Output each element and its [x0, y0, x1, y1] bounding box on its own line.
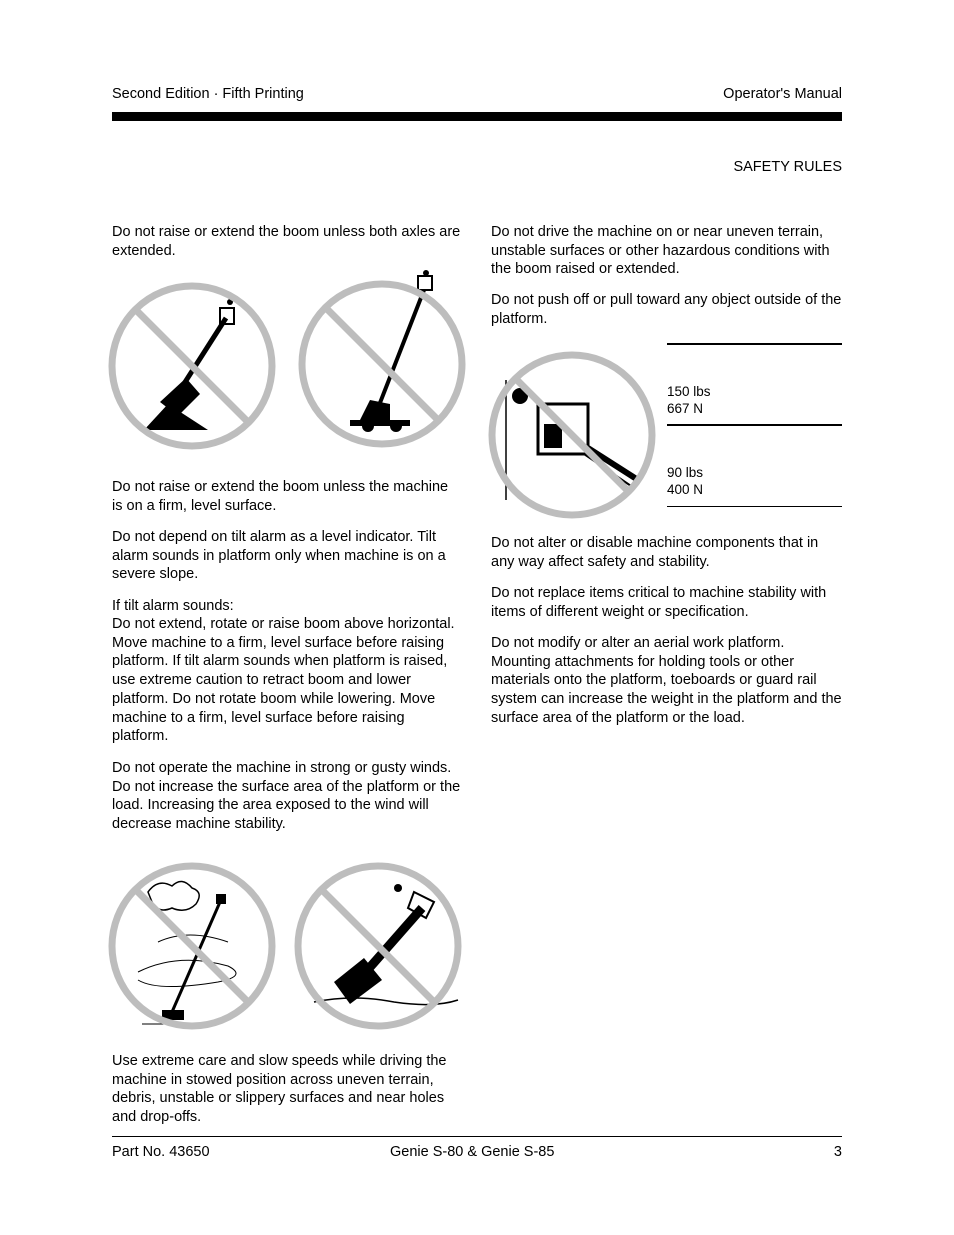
load-table-rule-top — [667, 343, 842, 345]
tipover-prohibition-illustration — [294, 862, 464, 1030]
prohibition-icon — [298, 866, 458, 1026]
header-rule — [112, 112, 842, 121]
load-row-2-newtons: 400 N — [667, 482, 704, 497]
slope-prohibition-illustration — [108, 282, 278, 450]
wind-prohibition-illustration — [108, 862, 278, 1030]
tilt-alarm-heading: If tilt alarm sounds: — [112, 598, 234, 614]
prohibition-icon — [492, 355, 652, 515]
replace-rule: Do not replace items critical to machine stability with items of different weight or specification. — [491, 585, 827, 620]
footer-rule — [112, 1136, 842, 1137]
modify-rule: Do not modify or alter an aerial work platform. Mounting attachments for holding tools or other materials onto the platform, toeboards or guard rail system can increase the weight in the platform and the surface area of the platform or the load. — [491, 635, 842, 726]
load-row-1-lbs: 150 lbs — [667, 384, 711, 399]
load-row-2-lbs: 90 lbs — [667, 465, 704, 480]
tilt-indicator-rule: Do not depend on tilt alarm as a level indicator. Tilt alarm sounds in platform only when machine is on a severe slope. — [112, 529, 446, 583]
axles-rule: Do not raise or extend the boom unless both axles are extended. — [112, 224, 461, 259]
product-name: Genie S-80 & Genie S-85 — [390, 1144, 555, 1160]
wind-rule: Do not operate the machine in strong or gusty winds. Do not increase the surface area of the platform or the load. Increasing the area exposed to the wind will decrease machine stability. — [112, 760, 461, 833]
axles-prohibition-illustration — [298, 270, 468, 446]
stowed-rule: Use extreme care and slow speeds while driving the machine in stowed position across uneven terrain, debris, unstable or slippery surfaces and near holes and drop-offs. — [112, 1053, 447, 1126]
load-table-rule-middle — [667, 424, 842, 426]
load-row-1-newtons: 667 N — [667, 401, 704, 416]
prohibition-icon — [112, 866, 272, 1026]
section-title: SAFETY RULES — [733, 159, 842, 175]
manual-title: Operator's Manual — [723, 86, 842, 102]
page-number: 3 — [833, 1144, 842, 1160]
level-rule: Do not raise or extend the boom unless the machine is on a firm, level surface. — [112, 479, 449, 514]
push-rule: Do not push off or pull toward any object outside of the platform. — [491, 292, 842, 327]
alter-rule: Do not alter or disable machine components that in any way affect safety and stability. — [491, 535, 819, 570]
load-table-rule-bottom — [667, 506, 842, 507]
part-number: Part No. 43650 — [112, 1144, 210, 1160]
terrain-rule: Do not drive the machine on or near uneven terrain, unstable surfaces or other hazardous conditions with the boom raised or extended. — [491, 224, 830, 278]
push-prohibition-illustration — [488, 350, 658, 520]
edition-label: Second Edition · Fifth Printing — [112, 86, 304, 102]
tilt-alarm-text: Do not extend, rotate or raise boom above horizontal. Move machine to a firm, level surface before raising platform. If tilt alarm sounds when platform is raised, use extreme caution to retract boom and lower platform. Do not rotate boom while lowering. Move machine to a firm, level surface before raising platform. — [112, 616, 455, 745]
